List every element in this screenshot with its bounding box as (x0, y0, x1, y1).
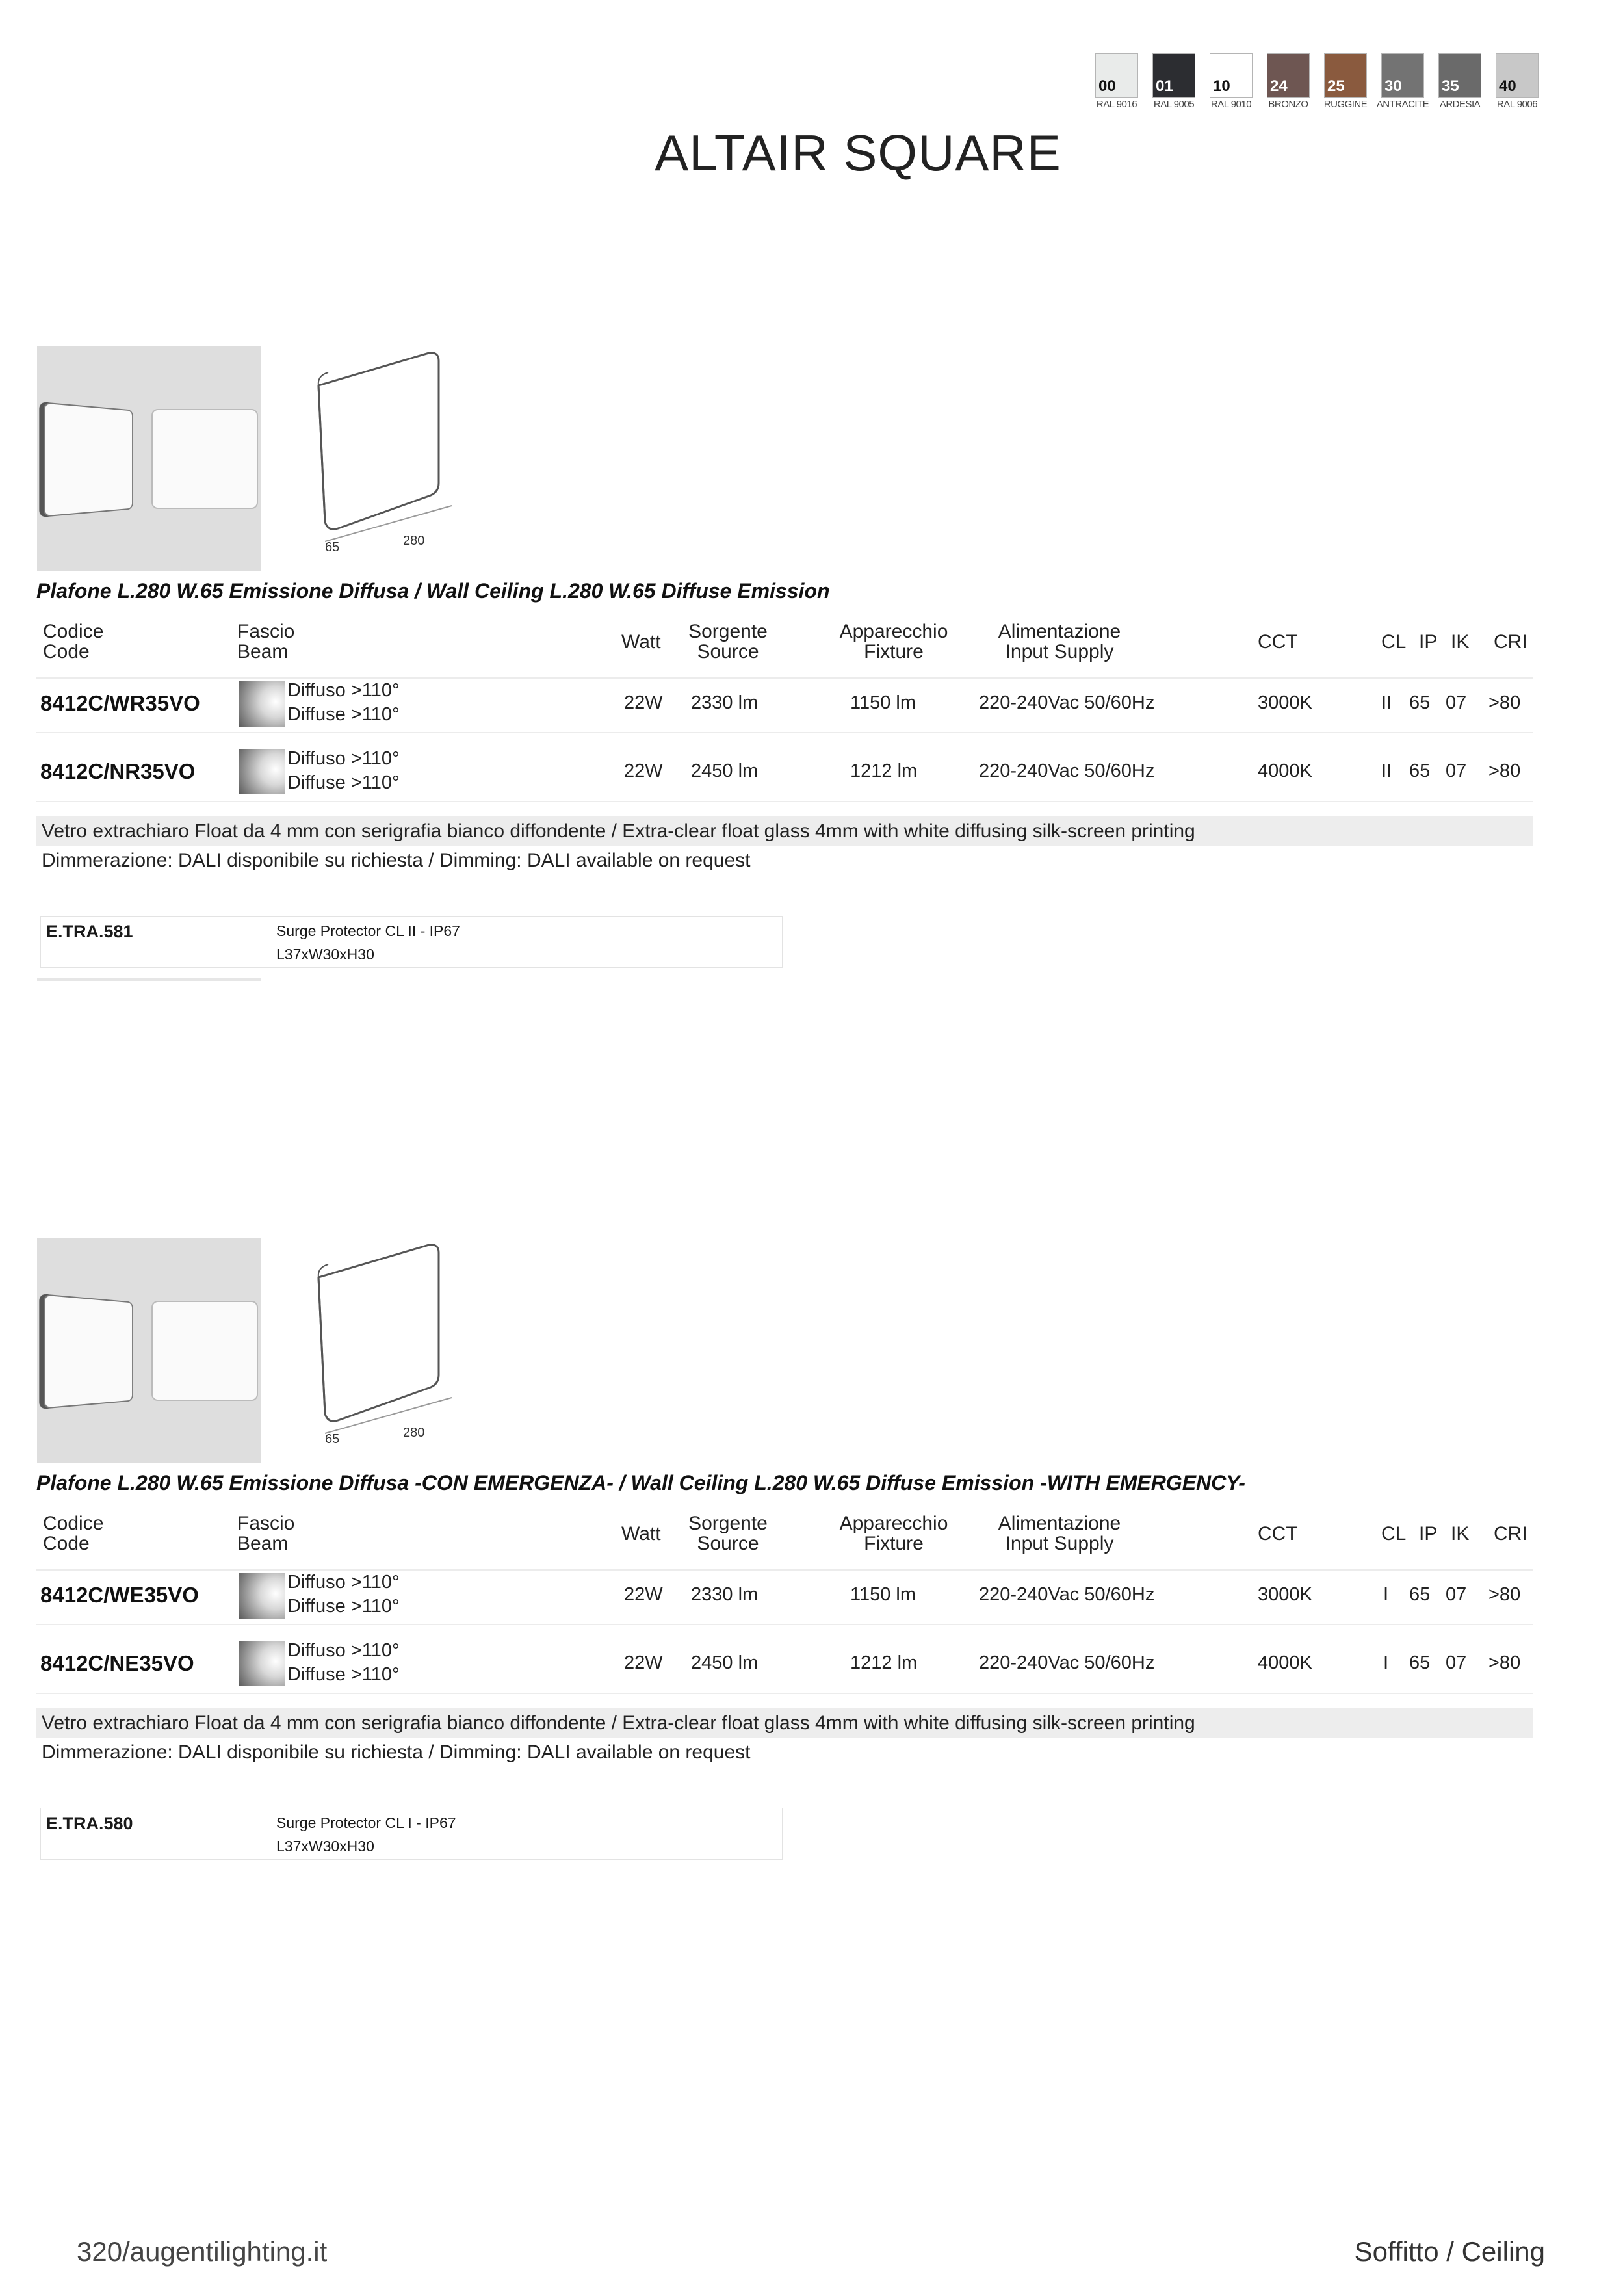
dim-depth: 65 (325, 1432, 340, 1446)
source-value: 2330 lm (691, 692, 759, 713)
ik-value: 07 (1446, 1584, 1467, 1605)
header-watt: Watt (621, 631, 661, 653)
swatch-code: 24 (1270, 77, 1288, 95)
color-swatches (1095, 53, 1539, 110)
swatch-box (1438, 53, 1481, 98)
swatch-box (1381, 53, 1424, 98)
header-source-en: Source (697, 641, 759, 662)
product-code: 8412C/NE35VO (40, 1651, 194, 1675)
header-fixture-en: Fixture (864, 641, 924, 662)
swatch-code: 01 (1156, 77, 1173, 95)
fixture-value: 1150 lm (850, 1584, 916, 1605)
fixture-value: 1212 lm (850, 1652, 918, 1673)
fixture-value: 1212 lm (850, 761, 918, 781)
swatch-box (1267, 53, 1310, 98)
header-codice: Codice (43, 621, 104, 642)
swatch-code: 30 (1384, 77, 1402, 95)
accessory-desc-line2: L37xW30xH30 (276, 1838, 374, 1855)
cl-value: II (1381, 692, 1392, 713)
swatch-label: RAL 9006 (1496, 99, 1538, 110)
header-code-en: Code (43, 641, 90, 662)
product-photo (37, 1238, 261, 1463)
header-supply (975, 1513, 1144, 1554)
accessory-code: E.TRA.581 (46, 922, 133, 941)
dim-width: 280 (403, 534, 425, 548)
header-source (669, 621, 786, 662)
row-divider (36, 1693, 1533, 1694)
watt-value: 22W (624, 692, 663, 713)
ik-value: 07 (1446, 1652, 1467, 1673)
ip-value: 65 (1409, 761, 1431, 781)
header-cl: CL (1381, 1523, 1407, 1545)
supply-value: 220-240Vac 50/60Hz (979, 1652, 1155, 1673)
beam-en: Diffuse >110° (287, 1596, 400, 1617)
beam-it: Diffuso >110° (287, 1640, 400, 1661)
swatch-40 (1495, 53, 1539, 110)
swatch-code: 10 (1213, 77, 1230, 95)
watt-value: 22W (624, 1584, 663, 1605)
swatch-24 (1266, 53, 1310, 110)
technical-drawing (305, 1238, 461, 1453)
header-code (43, 1513, 103, 1554)
header-codice: Codice (43, 1513, 104, 1534)
beam-en: Diffuse >110° (287, 1664, 400, 1685)
header-cri: CRI (1494, 631, 1527, 653)
header-ip: IP (1419, 631, 1438, 653)
beam-icon (239, 1641, 285, 1686)
swatch-label: RAL 9010 (1210, 99, 1252, 110)
dim-width: 280 (403, 1426, 425, 1440)
source-value: 2450 lm (691, 761, 759, 781)
swatch-30 (1376, 53, 1429, 110)
product-panel-front (151, 409, 258, 509)
cri-value: >80 (1488, 692, 1521, 713)
ip-value: 65 (1409, 1584, 1431, 1605)
product-panel-side (44, 1294, 133, 1409)
swatch-code: 40 (1499, 77, 1516, 95)
swatch-box (1210, 53, 1253, 98)
ip-value: 65 (1409, 1652, 1431, 1673)
beam-text (287, 1571, 400, 1619)
swatch-label: ARDESIA (1439, 99, 1481, 110)
page-title: ALTAIR SQUARE (655, 124, 1061, 181)
ik-value: 07 (1446, 692, 1467, 713)
row-divider (36, 1569, 1533, 1571)
swatch-code: 00 (1098, 77, 1116, 95)
product-code: 8412C/NR35VO (40, 759, 196, 783)
section-title: Plafone L.280 W.65 Emissione Diffusa / Wall Ceiling L.280 W.65 Diffuse Emission (36, 579, 830, 603)
product-panel-front (151, 1301, 258, 1401)
row-divider (36, 1624, 1533, 1625)
header-source-en: Source (697, 1533, 759, 1554)
supply-value: 220-240Vac 50/60Hz (979, 1584, 1155, 1605)
accessory-desc-line2: L37xW30xH30 (276, 946, 374, 963)
beam-it: Diffuso >110° (287, 748, 400, 769)
header-fixture-en: Fixture (864, 1533, 924, 1554)
watt-value: 22W (624, 1652, 663, 1673)
section-title: Plafone L.280 W.65 Emissione Diffusa -CON EMERGENZA- / Wall Ceiling L.280 W.65 Diffuse Emission -WITH EMERGENCY- (36, 1471, 1245, 1494)
swatch-35 (1438, 53, 1482, 110)
header-fascio: Fascio (237, 1513, 295, 1534)
accessory-desc-line1: Surge Protector CL II - IP67 (276, 922, 460, 939)
beam-en: Diffuse >110° (287, 704, 400, 725)
product-panel-side (44, 402, 133, 517)
header-ip: IP (1419, 1523, 1438, 1545)
header-alimentazione: Alimentazione (998, 1513, 1121, 1534)
row-divider (36, 801, 1533, 802)
technical-drawing (305, 346, 461, 561)
swatch-label: RAL 9016 (1096, 99, 1137, 110)
header-alimentazione: Alimentazione (998, 621, 1121, 642)
swatch-label: ANTRACITE (1376, 99, 1429, 110)
cri-value: >80 (1488, 1652, 1521, 1673)
product-photo (37, 346, 261, 571)
accessory-desc-line1: Surge Protector CL I - IP67 (276, 1814, 456, 1831)
glass-note: Vetro extrachiaro Float da 4 mm con serigrafia bianco diffondente / Extra-clear float glass 4mm with white diffusing silk-screen printing (42, 1712, 1195, 1734)
header-source (669, 1513, 786, 1554)
swatch-box (1152, 53, 1195, 98)
header-input-supply: Input Supply (1005, 1533, 1114, 1554)
header-sorgente: Sorgente (688, 621, 768, 642)
cri-value: >80 (1488, 761, 1521, 781)
beam-icon (239, 681, 285, 727)
product-code: 8412C/WR35VO (40, 691, 200, 715)
cl-value: I (1383, 1652, 1389, 1673)
swatch-label: RUGGINE (1323, 99, 1368, 110)
swatch-01 (1152, 53, 1196, 110)
cct-value: 3000K (1258, 692, 1312, 713)
beam-text (287, 679, 400, 727)
source-value: 2450 lm (691, 1652, 759, 1673)
dimming-note: Dimmerazione: DALI disponibile su richiesta / Dimming: DALI available on request (42, 1742, 751, 1763)
cl-value: I (1383, 1584, 1389, 1605)
ip-value: 65 (1409, 692, 1431, 713)
row-divider (36, 677, 1533, 679)
beam-text (287, 747, 400, 795)
header-code-en: Code (43, 1533, 90, 1554)
beam-it: Diffuso >110° (287, 680, 400, 701)
header-fascio: Fascio (237, 621, 295, 642)
divider (37, 978, 261, 981)
header-ik: IK (1451, 1523, 1470, 1545)
header-beam (237, 1513, 294, 1554)
fixture-value: 1150 lm (850, 692, 916, 713)
cl-value: II (1381, 761, 1392, 781)
glass-note: Vetro extrachiaro Float da 4 mm con serigrafia bianco diffondente / Extra-clear float glass 4mm with white diffusing silk-screen printing (42, 820, 1195, 842)
swatch-code: 25 (1327, 77, 1345, 95)
cct-value: 4000K (1258, 1652, 1312, 1673)
row-divider (36, 732, 1533, 733)
supply-value: 220-240Vac 50/60Hz (979, 761, 1155, 781)
header-sorgente: Sorgente (688, 1513, 768, 1534)
swatch-box (1324, 53, 1367, 98)
beam-icon (239, 1573, 285, 1619)
header-beam-en: Beam (237, 641, 289, 662)
header-input-supply: Input Supply (1005, 641, 1114, 662)
header-supply (975, 621, 1144, 662)
footer-category: Soffitto / Ceiling (1354, 2236, 1545, 2267)
swatch-code: 35 (1442, 77, 1459, 95)
header-code (43, 621, 103, 662)
source-value: 2330 lm (691, 1584, 759, 1605)
header-watt: Watt (621, 1523, 661, 1545)
dimming-note: Dimmerazione: DALI disponibile su richiesta / Dimming: DALI available on request (42, 850, 751, 871)
swatch-label: RAL 9005 (1153, 99, 1195, 110)
accessory-desc (276, 1811, 456, 1858)
swatch-10 (1209, 53, 1253, 110)
header-fixture (822, 621, 965, 662)
swatch-box (1496, 53, 1539, 98)
cct-value: 4000K (1258, 761, 1312, 781)
header-cct: CCT (1258, 631, 1298, 653)
beam-text (287, 1639, 400, 1687)
header-apparecchio: Apparecchio (839, 1513, 948, 1534)
watt-value: 22W (624, 761, 663, 781)
accessory-desc (276, 919, 460, 966)
header-ik: IK (1451, 631, 1470, 653)
cri-value: >80 (1488, 1584, 1521, 1605)
dim-depth: 65 (325, 540, 340, 554)
beam-icon (239, 749, 285, 794)
header-beam-en: Beam (237, 1533, 289, 1554)
accessory-code: E.TRA.580 (46, 1814, 133, 1833)
beam-en: Diffuse >110° (287, 772, 400, 793)
supply-value: 220-240Vac 50/60Hz (979, 692, 1155, 713)
swatch-00 (1095, 53, 1139, 110)
footer-page-url: 320/augentilighting.it (77, 2236, 328, 2267)
product-code: 8412C/WE35VO (40, 1583, 199, 1607)
cct-value: 3000K (1258, 1584, 1312, 1605)
swatch-label: BRONZO (1268, 99, 1308, 110)
swatch-box (1095, 53, 1138, 98)
beam-it: Diffuso >110° (287, 1572, 400, 1593)
header-beam (237, 621, 294, 662)
header-apparecchio: Apparecchio (839, 621, 948, 642)
header-cri: CRI (1494, 1523, 1527, 1545)
header-fixture (822, 1513, 965, 1554)
header-cct: CCT (1258, 1523, 1298, 1545)
accessory-box (40, 1808, 783, 1860)
ik-value: 07 (1446, 761, 1467, 781)
header-cl: CL (1381, 631, 1407, 653)
accessory-box (40, 916, 783, 968)
swatch-25 (1323, 53, 1368, 110)
